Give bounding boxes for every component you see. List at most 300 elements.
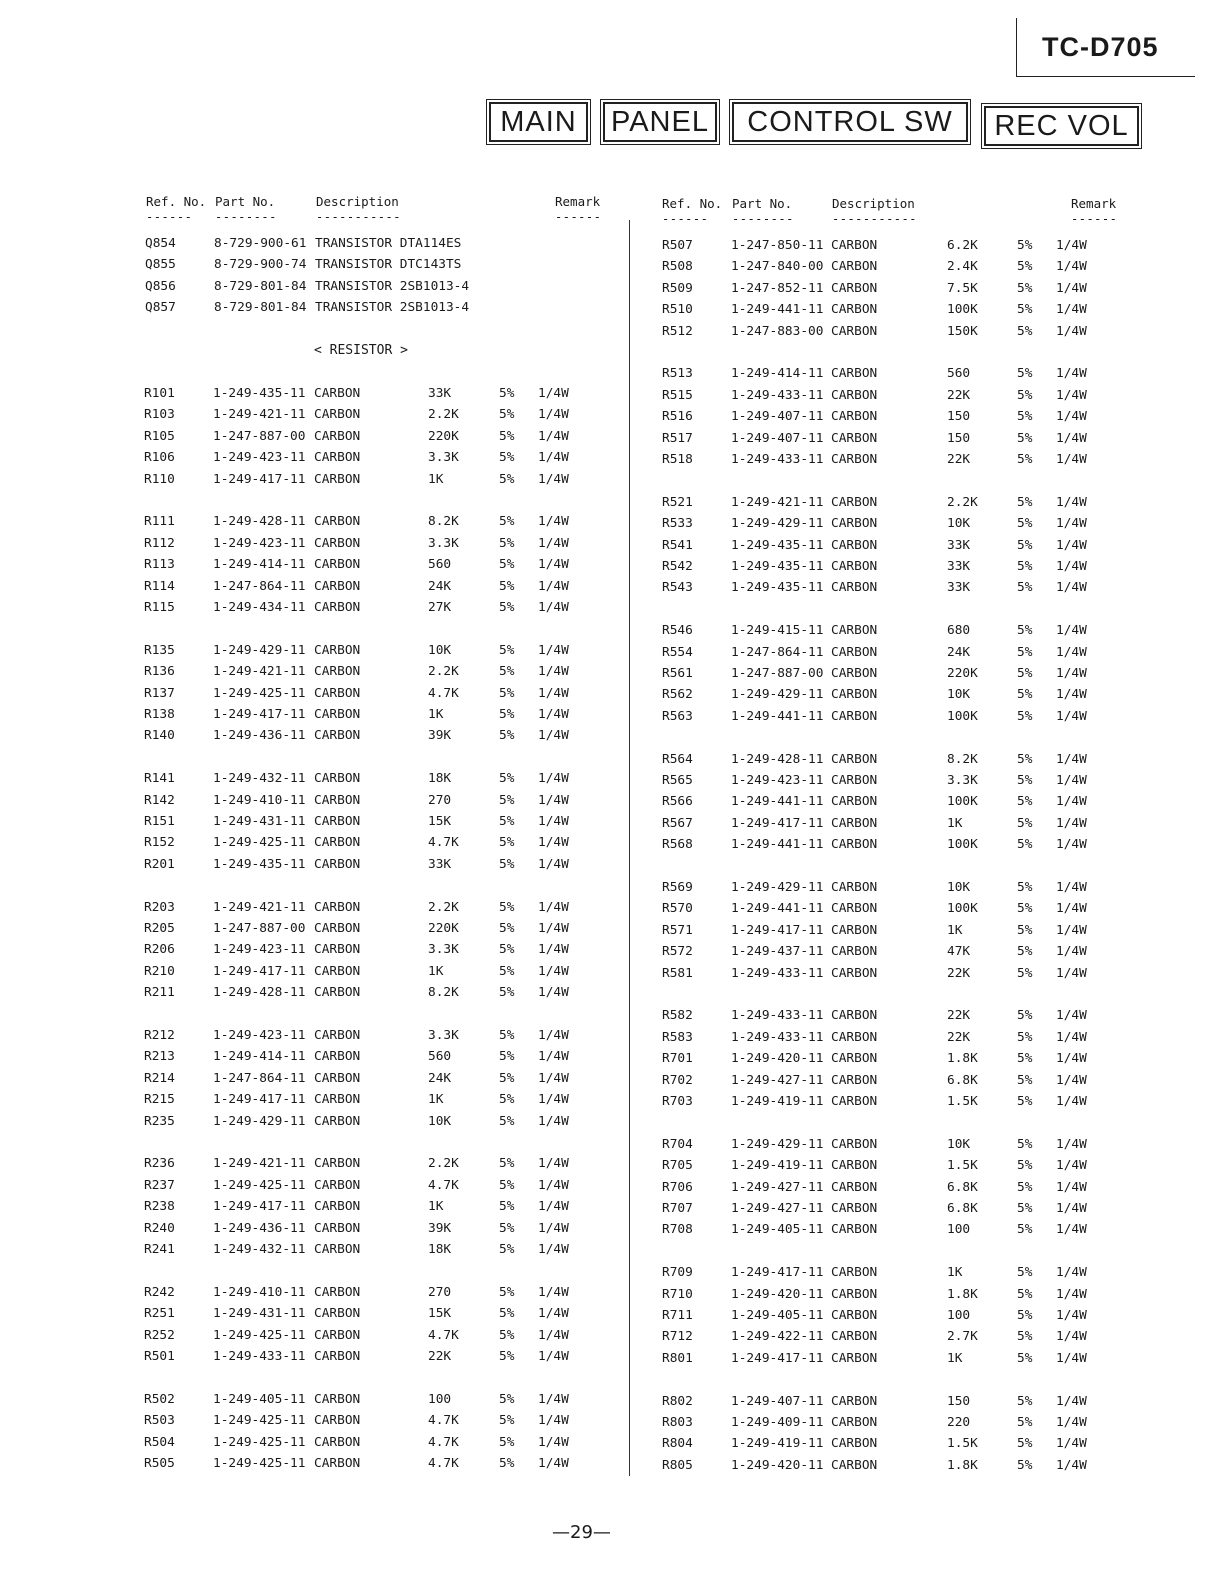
cell-tol: 5% (499, 856, 515, 872)
cell-ref: R212 (144, 1028, 175, 1043)
cell-value: 2.7K (947, 1329, 978, 1345)
cell-value: 150 (947, 430, 971, 446)
cell-rating: 1/4W (1056, 1179, 1087, 1195)
cell-rating: 1/4W (1056, 708, 1087, 724)
cell-tol: 5% (1017, 323, 1033, 339)
cell-rating: 1/4W (538, 1242, 569, 1257)
cell-desc: CARBON (314, 771, 361, 787)
parts-row (662, 1094, 1132, 1114)
cell-desc: CARBON (314, 1113, 361, 1129)
cell-ref: R502 (144, 1391, 175, 1407)
parts-row (144, 1199, 614, 1219)
cell-tol: 5% (499, 386, 515, 401)
cell-rating: 1/4W (538, 707, 569, 722)
cell-ref: R568 (662, 837, 693, 853)
cell-rating: 1/4W (538, 771, 569, 787)
cell-part: 1-249-436-11 (213, 728, 306, 744)
parts-row (662, 538, 1132, 558)
parts-row (144, 536, 614, 556)
cell-part: 1-249-420-11 (731, 1457, 824, 1473)
cell-part: 1-249-425-11 (213, 1327, 306, 1343)
cell-desc: CARBON (831, 1201, 878, 1216)
cell-part: 1-249-414-11 (731, 366, 824, 382)
cell-rating: 1/4W (1056, 1350, 1087, 1366)
cell-tol: 5% (499, 1349, 515, 1364)
cell-ref: R214 (144, 1070, 175, 1086)
cell-ref: R565 (662, 773, 693, 788)
cell-desc: CARBON (314, 1284, 361, 1300)
cell-value: 7.5K (947, 280, 978, 296)
cell-part: 1-249-407-11 (731, 409, 824, 425)
cell-rating: 1/4W (538, 792, 569, 808)
cell-rating: 1/4W (538, 450, 569, 466)
tab-rec-vol: REC VOL (984, 106, 1139, 146)
cell-ref: R508 (662, 259, 693, 275)
parts-row (662, 238, 1132, 258)
cell-tol: 5% (499, 1306, 515, 1322)
cell-desc: TRANSISTOR DTC143TS (315, 257, 462, 273)
cell-rating: 1/4W (1056, 1201, 1087, 1216)
parts-row (144, 1071, 614, 1091)
cell-ref: R705 (662, 1158, 693, 1174)
cell-rating: 1/4W (538, 1070, 569, 1086)
cell-desc: CARBON (314, 814, 361, 829)
cell-tol: 5% (499, 1156, 515, 1172)
parts-row (144, 407, 614, 427)
page-number: —29— (552, 1522, 611, 1543)
parts-row (144, 1028, 614, 1048)
cell-part: 1-249-433-11 (213, 1349, 306, 1364)
cell-ref: R566 (662, 794, 693, 810)
cell-tol: 5% (499, 600, 515, 615)
cell-part: 1-249-423-11 (213, 1028, 306, 1043)
cell-tol: 5% (1017, 1436, 1033, 1452)
cell-part: 1-247-864-11 (731, 644, 824, 660)
cell-ref: Q855 (145, 257, 176, 273)
cell-tol: 5% (1017, 687, 1033, 703)
parts-row (662, 1458, 1132, 1478)
parts-row (662, 281, 1132, 301)
cell-part: 1-249-433-11 (731, 387, 824, 403)
cell-rating: 1/4W (538, 1049, 569, 1065)
cell-rating: 1/4W (538, 685, 569, 701)
right-header-desc: Description (832, 196, 915, 211)
cell-part: 1-249-429-11 (213, 1113, 306, 1129)
cell-value: 100 (428, 1391, 452, 1407)
cell-rating: 1/4W (1056, 1265, 1087, 1281)
parts-row (662, 1030, 1132, 1050)
cell-value: 2.2K (428, 664, 459, 680)
cell-part: 1-249-405-11 (213, 1391, 306, 1407)
cell-value: 24K (947, 644, 971, 660)
cell-part: 1-249-425-11 (213, 835, 306, 851)
cell-ref: R151 (144, 814, 175, 829)
cell-value: 33K (947, 580, 971, 596)
cell-tol: 5% (1017, 922, 1033, 938)
left-header-remark: Remark (555, 194, 601, 209)
cell-tol: 5% (499, 428, 515, 444)
cell-tol: 5% (499, 1456, 515, 1471)
cell-desc: CARBON (831, 623, 878, 639)
cell-value: 1K (947, 1265, 963, 1281)
cell-ref: R103 (144, 407, 175, 423)
cell-tol: 5% (499, 407, 515, 423)
cell-value: 270 (428, 1284, 452, 1300)
parts-row (144, 472, 614, 492)
cell-ref: R114 (144, 578, 175, 594)
cell-part: 1-249-423-11 (213, 942, 306, 958)
parts-row (662, 816, 1132, 836)
cell-value: 6.8K (947, 1201, 978, 1216)
cell-value: 2.2K (428, 899, 459, 915)
cell-ref: R509 (662, 280, 693, 296)
cell-value: 150 (947, 1393, 971, 1409)
cell-tol: 5% (499, 1199, 515, 1215)
cell-desc: CARBON (831, 387, 878, 403)
left-dash-ref: ------ (146, 210, 193, 224)
cell-ref: R513 (662, 366, 693, 382)
cell-ref: R712 (662, 1329, 693, 1345)
cell-desc: CARBON (831, 666, 878, 681)
cell-rating: 1/4W (1056, 1393, 1087, 1409)
cell-tol: 5% (1017, 1329, 1033, 1345)
cell-value: 1.8K (947, 1457, 978, 1473)
cell-desc: CARBON (314, 1413, 361, 1429)
cell-value: 33K (947, 559, 971, 574)
cell-ref: R240 (144, 1220, 175, 1236)
cell-ref: R137 (144, 685, 175, 701)
cell-desc: CARBON (314, 985, 361, 1001)
cell-part: 1-249-409-11 (731, 1415, 824, 1430)
cell-ref: R215 (144, 1092, 175, 1108)
parts-row (144, 1178, 614, 1198)
cell-rating: 1/4W (1056, 1051, 1087, 1067)
cell-tol: 5% (499, 578, 515, 594)
cell-value: 560 (947, 366, 971, 382)
cell-tol: 5% (1017, 452, 1033, 467)
cell-part: 1-249-429-11 (731, 1136, 824, 1152)
cell-tol: 5% (1017, 773, 1033, 788)
cell-part: 1-249-410-11 (213, 792, 306, 808)
cell-ref: R518 (662, 452, 693, 467)
parts-row (662, 666, 1132, 686)
cell-part: 1-249-425-11 (213, 1413, 306, 1429)
cell-part: 1-249-431-11 (213, 1306, 306, 1322)
cell-tol: 5% (499, 1177, 515, 1193)
cell-tol: 5% (1017, 559, 1033, 574)
cell-value: 15K (428, 814, 452, 829)
cell-tol: 5% (499, 1413, 515, 1429)
parts-row (144, 1156, 614, 1176)
cell-desc: CARBON (314, 1156, 361, 1172)
cell-rating: 1/4W (1056, 1286, 1087, 1302)
cell-desc: CARBON (831, 944, 878, 960)
parts-row (662, 1287, 1132, 1307)
cell-rating: 1/4W (538, 1391, 569, 1407)
cell-value: 10K (428, 1113, 452, 1129)
cell-part: 1-249-419-11 (731, 1436, 824, 1452)
cell-part: 1-249-410-11 (213, 1284, 306, 1300)
cell-part: 8-729-801-84 (214, 278, 307, 294)
cell-desc: CARBON (831, 1136, 878, 1152)
cell-rating: 1/4W (538, 535, 569, 551)
cell-part: 1-249-422-11 (731, 1329, 824, 1345)
parts-row (662, 794, 1132, 814)
cell-rating: 1/4W (538, 1199, 569, 1215)
cell-part: 1-249-437-11 (731, 944, 824, 960)
cell-value: 47K (947, 944, 971, 960)
cell-desc: CARBON (314, 707, 361, 722)
cell-rating: 1/4W (538, 1220, 569, 1236)
cell-desc: CARBON (314, 1327, 361, 1343)
cell-desc: CARBON (831, 773, 878, 788)
parts-row (144, 386, 614, 406)
cell-desc: CARBON (831, 430, 878, 446)
cell-tol: 5% (1017, 494, 1033, 510)
cell-desc: CARBON (831, 1415, 878, 1430)
cell-part: 1-249-435-11 (213, 856, 306, 872)
cell-desc: CARBON (314, 856, 361, 872)
cell-value: 10K (947, 880, 971, 895)
parts-row (145, 236, 615, 256)
cell-rating: 1/4W (538, 856, 569, 872)
cell-desc: CARBON (314, 942, 361, 958)
cell-desc: CARBON (831, 280, 878, 296)
cell-rating: 1/4W (538, 1349, 569, 1364)
cell-rating: 1/4W (538, 1092, 569, 1108)
cell-part: 1-249-423-11 (731, 773, 824, 788)
cell-value: 1K (428, 1199, 444, 1215)
cell-ref: R142 (144, 792, 175, 808)
cell-desc: CARBON (831, 323, 878, 339)
cell-part: 1-249-407-11 (731, 1393, 824, 1409)
cell-part: 1-249-435-11 (213, 386, 306, 401)
cell-rating: 1/4W (538, 899, 569, 915)
cell-part: 1-247-840-00 (731, 259, 824, 275)
cell-ref: R152 (144, 835, 175, 851)
parts-row (662, 1222, 1132, 1242)
parts-row (144, 1456, 614, 1476)
parts-row (662, 944, 1132, 964)
cell-value: 8.2K (428, 985, 459, 1001)
cell-part: 1-249-429-11 (731, 516, 824, 532)
cell-tol: 5% (1017, 1308, 1033, 1323)
cell-ref: R521 (662, 494, 693, 510)
cell-tol: 5% (1017, 1094, 1033, 1109)
cell-part: 1-249-417-11 (213, 471, 306, 487)
cell-ref: R213 (144, 1049, 175, 1065)
cell-desc: CARBON (314, 835, 361, 851)
cell-ref: R211 (144, 985, 175, 1001)
cell-value: 4.7K (428, 685, 459, 701)
cell-tol: 5% (1017, 1350, 1033, 1366)
cell-part: 1-249-441-11 (731, 837, 824, 853)
cell-desc: CARBON (314, 1391, 361, 1407)
parts-row (662, 687, 1132, 707)
cell-tol: 5% (1017, 1158, 1033, 1174)
cell-desc: CARBON (314, 514, 361, 530)
parts-row (144, 1114, 614, 1134)
cell-value: 8.2K (947, 751, 978, 767)
cell-value: 18K (428, 771, 452, 787)
cell-value: 1K (947, 922, 963, 938)
cell-part: 1-249-421-11 (213, 407, 306, 423)
cell-rating: 1/4W (1056, 837, 1087, 853)
cell-tol: 5% (1017, 516, 1033, 532)
parts-row (662, 773, 1132, 793)
cell-value: 1K (428, 471, 444, 487)
parts-row (144, 643, 614, 663)
right-dash-desc: ----------- (832, 212, 917, 226)
cell-value: 1.8K (947, 1051, 978, 1067)
cell-tol: 5% (499, 1113, 515, 1129)
cell-value: 150K (947, 323, 978, 339)
cell-tol: 5% (1017, 302, 1033, 318)
cell-tol: 5% (499, 707, 515, 722)
cell-rating: 1/4W (538, 1113, 569, 1129)
cell-value: 22K (947, 1008, 971, 1024)
parts-row (144, 1435, 614, 1455)
cell-ref: R801 (662, 1350, 693, 1366)
cell-part: 1-249-421-11 (731, 494, 824, 510)
cell-desc: CARBON (314, 1306, 361, 1322)
cell-part: 1-249-425-11 (213, 1177, 306, 1193)
cell-ref: R140 (144, 728, 175, 744)
parts-row (662, 752, 1132, 772)
cell-tol: 5% (499, 942, 515, 958)
parts-row (662, 259, 1132, 279)
cell-part: 1-249-423-11 (213, 450, 306, 466)
cell-value: 22K (947, 965, 971, 981)
cell-rating: 1/4W (538, 921, 569, 936)
cell-ref: R517 (662, 430, 693, 446)
cell-value: 1.5K (947, 1158, 978, 1174)
cell-part: 1-247-887-00 (213, 428, 306, 444)
cell-desc: CARBON (831, 708, 878, 724)
cell-part: 1-249-433-11 (731, 452, 824, 467)
cell-rating: 1/4W (1056, 666, 1087, 681)
tab-panel: PANEL (603, 102, 717, 142)
cell-ref: R541 (662, 537, 693, 553)
parts-row (144, 429, 614, 449)
cell-ref: R115 (144, 600, 175, 615)
cell-value: 560 (428, 557, 452, 573)
parts-row (662, 388, 1132, 408)
cell-tol: 5% (499, 664, 515, 680)
cell-tol: 5% (499, 1391, 515, 1407)
cell-part: 1-249-425-11 (213, 1434, 306, 1450)
parts-row (145, 257, 615, 277)
cell-ref: R708 (662, 1222, 693, 1238)
parts-row (144, 921, 614, 941)
cell-value: 33K (428, 856, 452, 872)
cell-tol: 5% (1017, 1457, 1033, 1473)
cell-desc: CARBON (314, 450, 361, 466)
left-header-ref: Ref. No. (146, 194, 207, 209)
cell-value: 4.7K (428, 1434, 459, 1450)
tab-control-sw: CONTROL SW (732, 102, 968, 142)
cell-desc: CARBON (831, 516, 878, 532)
cell-value: 10K (428, 642, 452, 658)
cell-ref: R241 (144, 1242, 175, 1257)
cell-rating: 1/4W (1056, 922, 1087, 938)
cell-value: 100 (947, 1308, 971, 1323)
cell-rating: 1/4W (538, 1434, 569, 1450)
cell-desc: CARBON (314, 664, 361, 680)
cell-rating: 1/4W (538, 728, 569, 744)
cell-value: 680 (947, 623, 971, 639)
cell-tol: 5% (499, 1284, 515, 1300)
resistor-section-label: < RESISTOR > (314, 343, 408, 358)
parts-row (662, 1329, 1132, 1349)
cell-desc: CARBON (314, 407, 361, 423)
cell-ref: R503 (144, 1413, 175, 1429)
cell-ref: R802 (662, 1393, 693, 1409)
cell-ref: R136 (144, 664, 175, 680)
cell-tol: 5% (499, 450, 515, 466)
cell-part: 1-249-420-11 (731, 1286, 824, 1302)
cell-value: 220K (428, 428, 459, 444)
cell-part: 1-249-417-11 (213, 707, 306, 722)
cell-ref: R543 (662, 580, 693, 596)
cell-tol: 5% (1017, 1286, 1033, 1302)
right-dash-part: -------- (732, 212, 794, 226)
cell-ref: R205 (144, 921, 175, 936)
parts-row (145, 279, 615, 299)
cell-rating: 1/4W (1056, 1308, 1087, 1323)
cell-desc: CARBON (831, 687, 878, 703)
cell-part: 1-249-417-11 (213, 963, 306, 979)
cell-value: 8.2K (428, 514, 459, 530)
cell-desc: CARBON (831, 1436, 878, 1452)
cell-rating: 1/4W (538, 985, 569, 1001)
cell-part: 1-249-425-11 (213, 685, 306, 701)
parts-row (144, 771, 614, 791)
cell-part: 1-249-417-11 (731, 815, 824, 831)
cell-ref: R141 (144, 771, 175, 787)
cell-tol: 5% (499, 557, 515, 573)
cell-ref: R703 (662, 1094, 693, 1109)
cell-part: 1-249-405-11 (731, 1308, 824, 1323)
cell-ref: R533 (662, 516, 693, 532)
cell-ref: R546 (662, 623, 693, 639)
left-dash-part: -------- (215, 210, 277, 224)
cell-rating: 1/4W (538, 814, 569, 829)
parts-row (144, 664, 614, 684)
cell-part: 1-249-433-11 (731, 1029, 824, 1045)
cell-ref: R236 (144, 1156, 175, 1172)
cell-part: 1-249-417-11 (213, 1092, 306, 1108)
cell-part: 1-247-887-00 (731, 666, 824, 681)
cell-tol: 5% (1017, 965, 1033, 981)
cell-desc: CARBON (314, 1177, 361, 1193)
cell-tol: 5% (499, 514, 515, 530)
cell-rating: 1/4W (1056, 1136, 1087, 1152)
cell-desc: CARBON (314, 578, 361, 594)
cell-tol: 5% (1017, 1179, 1033, 1195)
cell-rating: 1/4W (538, 1028, 569, 1043)
board-tabs (0, 102, 1231, 148)
cell-part: 1-249-428-11 (731, 751, 824, 767)
cell-value: 39K (428, 1220, 452, 1236)
cell-value: 24K (428, 1070, 452, 1086)
parts-row (662, 901, 1132, 921)
cell-desc: CARBON (831, 922, 878, 938)
cell-value: 1K (428, 963, 444, 979)
left-dash-remark: ------ (555, 210, 602, 224)
cell-tol: 5% (499, 899, 515, 915)
cell-part: 1-249-407-11 (731, 430, 824, 446)
